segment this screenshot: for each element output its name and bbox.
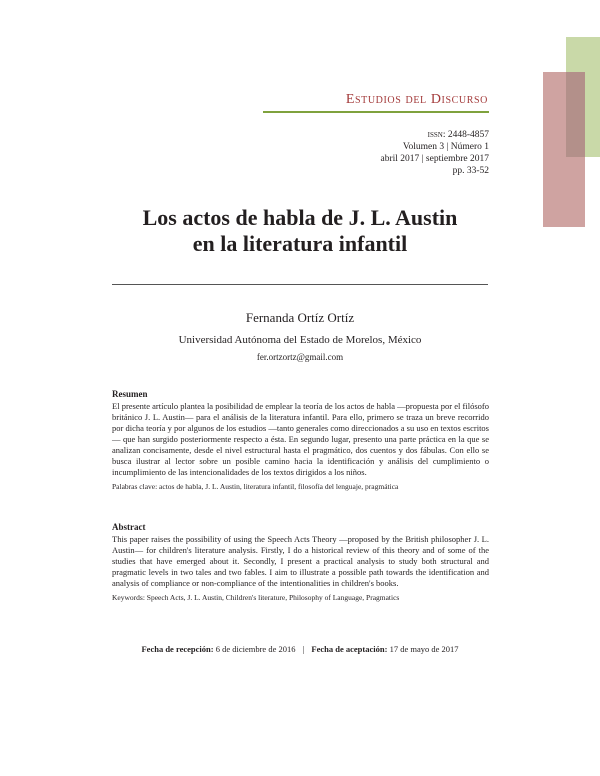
received-date: 6 de diciembre de 2016 [215, 644, 296, 654]
issue-date: abril 2017 | septiembre 2017 [380, 154, 489, 164]
paper-title-line-2: en la literatura infantil [192, 231, 408, 256]
submission-dates [0, 644, 600, 654]
abstract-body: This paper raises the possibility of using the Speech Acts Theory —proposed by the British philosopher J. L. Austin— for children's literature analysis. Firstly, I do a historical review of this theory and of some of the studies that have emerged about it. Secondly, I present a practical analysis to study both structural and pragmatic levels in two tales and two fables. I aim to illustrate a possible path towards the identification and analysis of compliance or non-compliance of the intentionalities in children's books. [112, 534, 489, 588]
author-affiliation: Universidad Autónoma del Estado de Morelos, México [178, 334, 422, 346]
resumen-heading: Resumen [112, 389, 148, 399]
journal-title: Estudios del Discurso [345, 92, 488, 107]
dates-separator: | [302, 644, 305, 654]
decorative-block-overlap [566, 72, 585, 157]
author-name: Fernanda Ortíz Ortíz [245, 310, 355, 325]
author-email: fer.ortzortz@gmail.com [256, 352, 344, 362]
issn: issn: 2448-4857 [427, 130, 489, 140]
received-label: Fecha de recepción: [141, 644, 214, 654]
title-rule [112, 284, 488, 285]
accepted-label: Fecha de aceptación: [311, 644, 388, 654]
accepted-date: 17 de mayo de 2017 [389, 644, 459, 654]
resumen-body: El presente artículo plantea la posibilidad de emplear la teoría de los actos de habla —propuesta por el filósofo británico J. L. Austin— para el análisis de la literatura infantil. Para ello, primero se traza un breve recorrido por dicha teoría y por algunos de los estudios —tanto generales como direccionados a su uso en textos escritos— que han surgido posteriormente respecto a ésta. En segundo lugar, presento una parte práctica en la que se analizan concisamente, desde el nivel estructural hasta el pragmático, dos cuentos y dos fábulas. Con ello se busca ilustrar al lector sobre un posible camino hacia la identificación y análisis del cumplimiento o incumplimiento de las intencionalidades de los textos dirigidos a los niños. [112, 401, 489, 477]
journal-title-rule [263, 111, 489, 113]
paper-title-line-1: Los actos de habla de J. L. Austin [142, 205, 458, 230]
volume-number: Volumen 3 | Número 1 [402, 142, 489, 152]
page-range: pp. 33-52 [452, 166, 489, 176]
resumen-section [112, 389, 489, 492]
resumen-keywords: Palabras clave: actos de habla, J. L. Austin, literatura infantil, filosofía del lenguaje, pragmática [112, 482, 399, 491]
abstract-heading: Abstract [112, 522, 146, 532]
abstract-keywords: Keywords: Speech Acts, J. L. Austin, Children's literature, Philosophy of Language, Pragmatics [112, 593, 400, 602]
paper-title [0, 205, 600, 257]
abstract-section [112, 522, 489, 603]
